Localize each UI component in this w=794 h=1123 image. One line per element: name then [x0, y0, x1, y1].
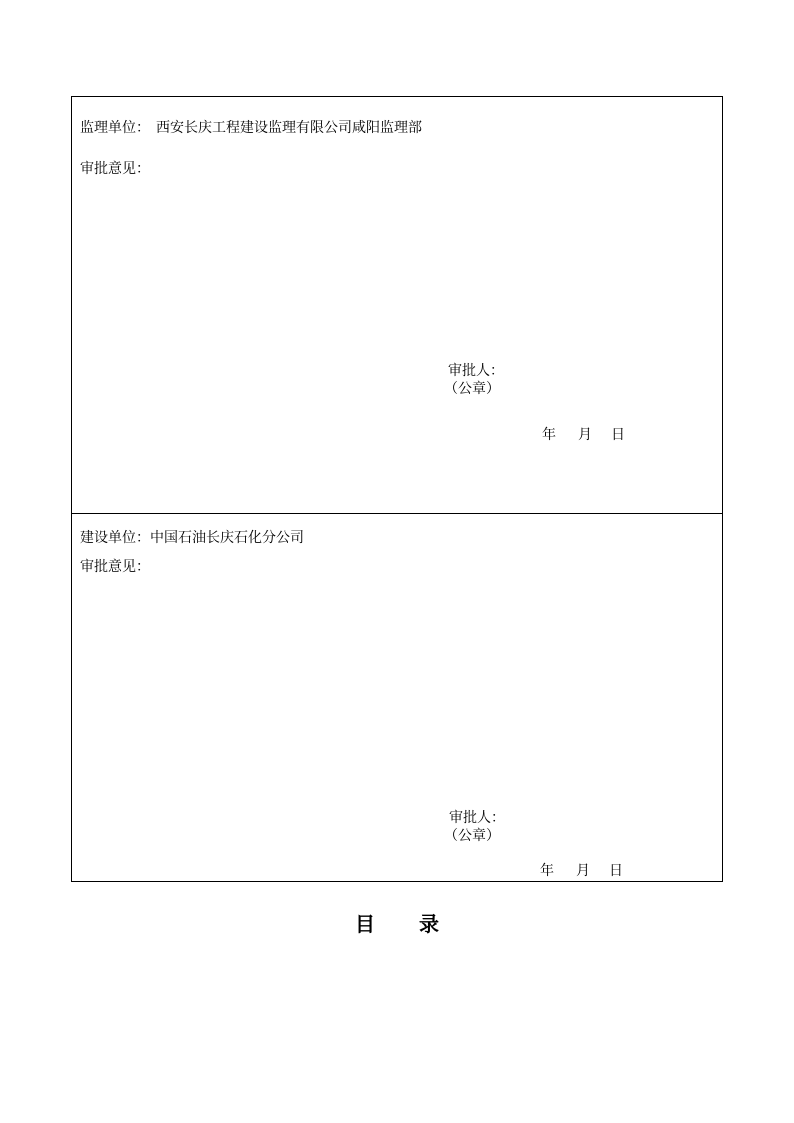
construction-seal-label: （公章） [444, 828, 500, 844]
construction-year-label: 年 [540, 863, 554, 879]
supervision-month-label: 月 [578, 427, 592, 443]
supervision-opinion-label: 审批意见： [80, 161, 150, 177]
supervision-year-label: 年 [542, 427, 556, 443]
construction-unit-name: 中国石油长庆石化分公司 [150, 530, 304, 546]
supervision-section [72, 97, 722, 514]
construction-day-label: 日 [609, 863, 623, 879]
supervision-day-label: 日 [611, 427, 625, 443]
construction-section [72, 514, 722, 882]
supervision-unit-name: 西安长庆工程建设监理有限公司咸阳监理部 [156, 120, 422, 136]
toc-heading-char-1: 目 [355, 912, 375, 936]
construction-opinion-label: 审批意见： [80, 559, 150, 575]
toc-heading-char-2: 录 [419, 912, 439, 936]
construction-approver-label: 审批人： [449, 810, 505, 826]
approval-form-table [71, 96, 723, 882]
supervision-unit-label: 监理单位： [80, 120, 150, 136]
construction-month-label: 月 [576, 863, 590, 879]
supervision-approver-label: 审批人： [448, 363, 504, 379]
supervision-seal-label: （公章） [444, 381, 500, 397]
construction-unit-label: 建设单位： [80, 530, 150, 546]
table-of-contents-heading [0, 912, 794, 936]
